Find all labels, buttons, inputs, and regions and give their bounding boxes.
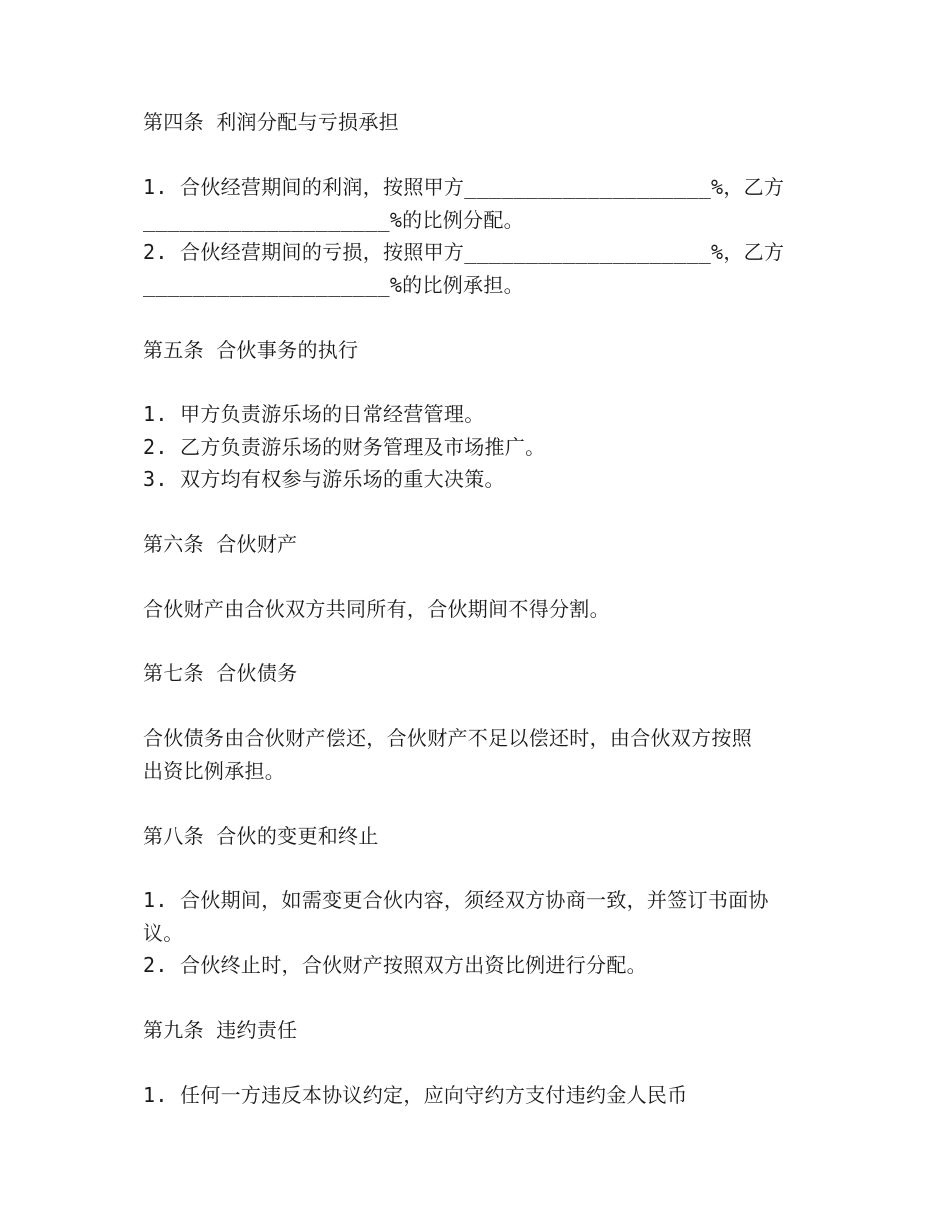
article-7-body-line-2: 出资比例承担。 bbox=[143, 759, 286, 783]
article-6-heading: 第六条 合伙财产 bbox=[143, 532, 298, 556]
article-4-item-2-line-2: ____________________%的比例承担。 bbox=[143, 273, 524, 297]
article-5-item-2: 2. 乙方负责游乐场的财务管理及市场推广。 bbox=[143, 435, 546, 459]
article-8-item-1-line-2: 议。 bbox=[143, 921, 184, 945]
article-7-body-line-1: 合伙债务由合伙财产偿还，合伙财产不足以偿还时，由合伙双方按照 bbox=[143, 726, 752, 750]
article-5-item-3: 3. 双方均有权参与游乐场的重大决策。 bbox=[143, 467, 505, 491]
article-5-heading: 第五条 合伙事务的执行 bbox=[143, 338, 359, 362]
article-5-item-1: 1. 甲方负责游乐场的日常经营管理。 bbox=[143, 402, 485, 426]
article-7-heading: 第七条 合伙债务 bbox=[143, 661, 298, 685]
article-9-heading: 第九条 违约责任 bbox=[143, 1018, 298, 1042]
article-6-body: 合伙财产由合伙双方共同所有，合伙期间不得分割。 bbox=[143, 597, 610, 621]
article-4-item-1-line-2: ____________________%的比例分配。 bbox=[143, 208, 524, 232]
article-4-item-2-line-1: 2. 合伙经营期间的亏损，按照甲方____________________%，乙方 bbox=[143, 240, 785, 264]
article-4-heading: 第四条 利润分配与亏损承担 bbox=[143, 110, 399, 134]
article-9-item-1: 1. 任何一方违反本协议约定，应向守约方支付违约金人民币 bbox=[143, 1083, 688, 1107]
article-4-item-1-line-1: 1. 合伙经营期间的利润，按照甲方____________________%，乙方 bbox=[143, 175, 785, 199]
article-8-heading: 第八条 合伙的变更和终止 bbox=[143, 824, 379, 848]
article-8-item-1-line-1: 1. 合伙期间，如需变更合伙内容，须经双方协商一致，并签订书面协 bbox=[143, 888, 769, 912]
article-8-item-2: 2. 合伙终止时，合伙财产按照双方出资比例进行分配。 bbox=[143, 953, 647, 977]
